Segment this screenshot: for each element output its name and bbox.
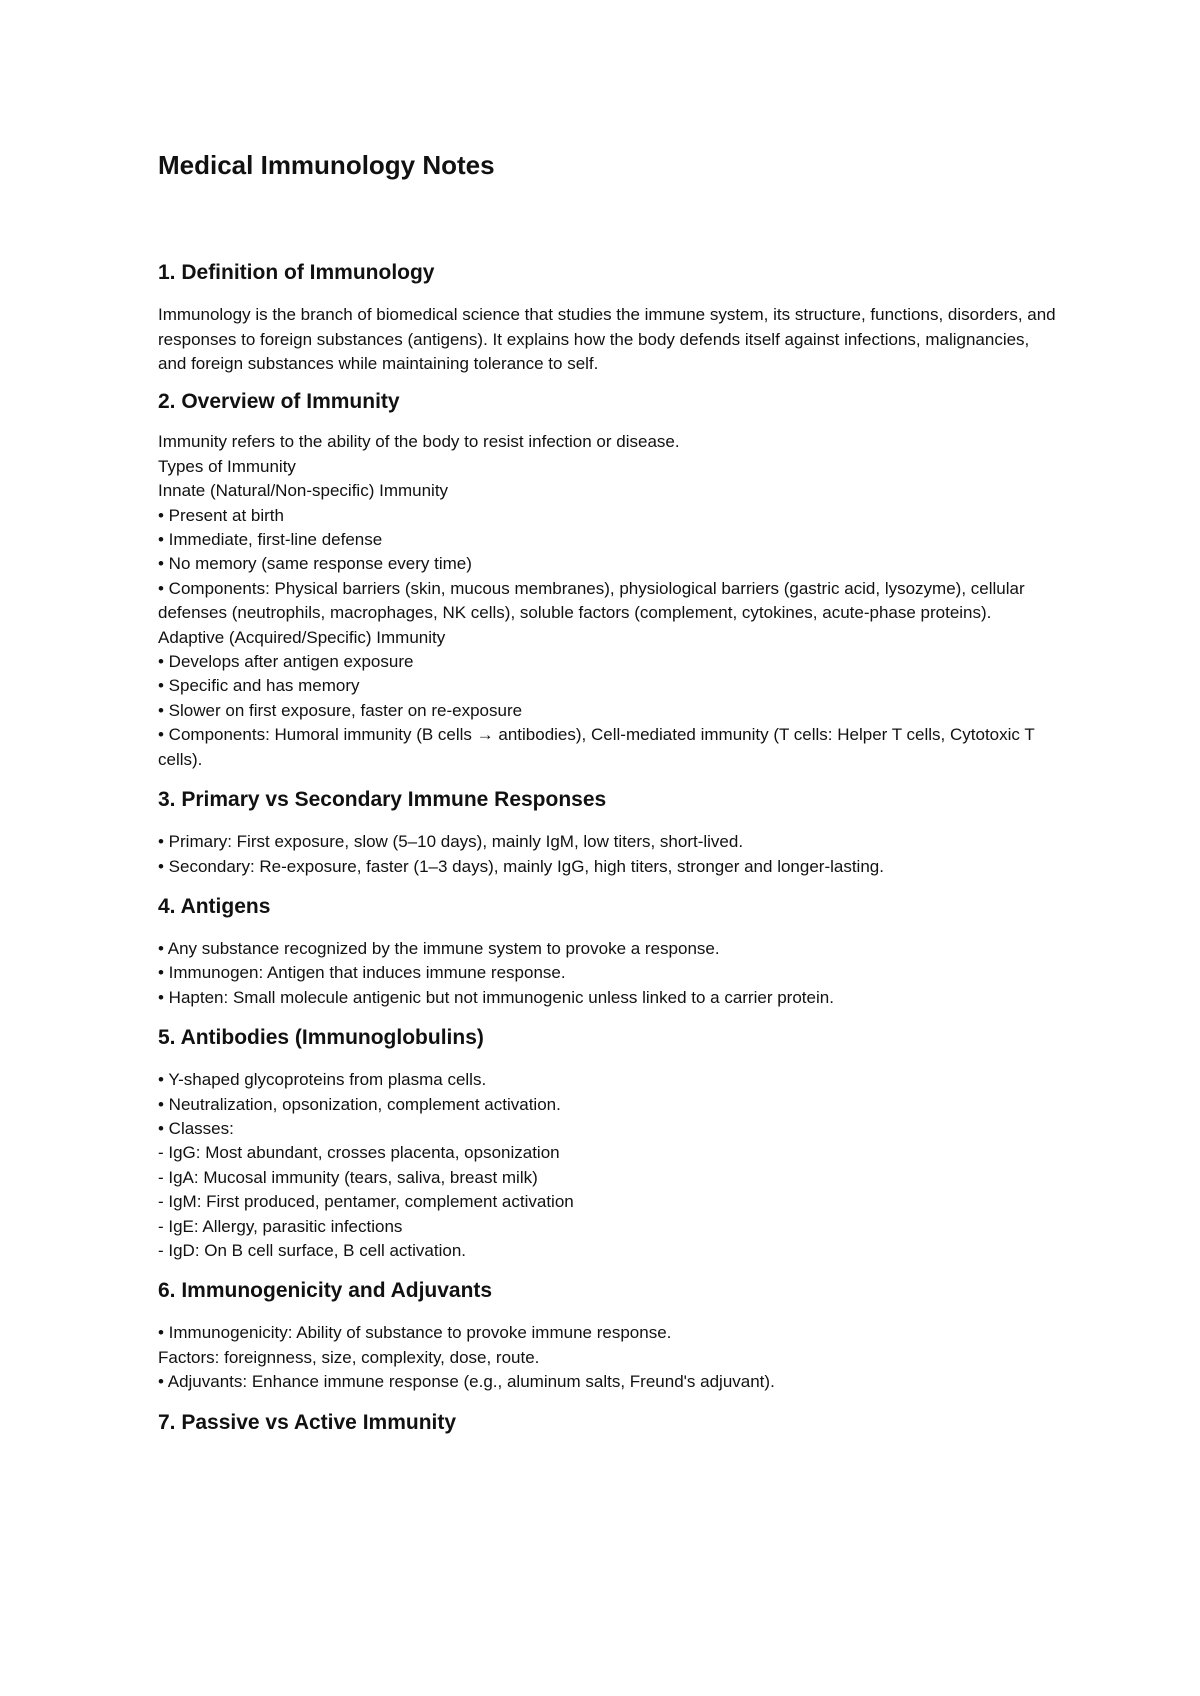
text-line: Factors: foreignness, size, complexity, dose, route. xyxy=(158,1347,540,1367)
section-body xyxy=(158,303,1058,376)
section-immunogenicity-adjuvants xyxy=(158,1277,1058,1394)
section-heading: 4. Antigens xyxy=(158,894,271,918)
section-antibodies xyxy=(158,1024,1058,1263)
section-body xyxy=(158,1068,1058,1263)
bullet-item: • Immunogen: Antigen that induces immune response. xyxy=(158,963,566,983)
bullet-item: • Develops after antigen exposure xyxy=(158,652,414,672)
section-overview-of-immunity xyxy=(158,388,1058,772)
subheading-line: Types of Immunity xyxy=(158,456,296,476)
document-page xyxy=(158,150,1058,1437)
document-title: Medical Immunology Notes xyxy=(158,150,495,180)
section-heading: 5. Antibodies (Immunoglobulins) xyxy=(158,1026,484,1050)
dash-item: - IgM: First produced, pentamer, complement activation xyxy=(158,1192,574,1212)
section-body xyxy=(158,1321,1058,1394)
dash-item: - IgA: Mucosal immunity (tears, saliva, breast milk) xyxy=(158,1167,538,1187)
dash-item: - IgD: On B cell surface, B cell activation. xyxy=(158,1240,467,1260)
bullet-item: • Immediate, first-line defense xyxy=(158,530,383,550)
bullet-item: • No memory (same response every time) xyxy=(158,554,472,574)
section-primary-vs-secondary xyxy=(158,786,1058,879)
section-definition-of-immunology xyxy=(158,259,1058,376)
bullet-item: • Neutralization, opsonization, complement activation. xyxy=(158,1094,561,1114)
section-heading: 1. Definition of Immunology xyxy=(158,261,435,285)
bullet-item: • Y-shaped glycoproteins from plasma cells. xyxy=(158,1070,487,1090)
section-passive-vs-active xyxy=(158,1409,1058,1437)
bullet-item: • Adjuvants: Enhance immune response (e.g., aluminum salts, Freund's adjuvant). xyxy=(158,1372,775,1392)
bullet-item: • Present at birth xyxy=(158,505,284,525)
bullet-item: • Any substance recognized by the immune system to provoke a response. xyxy=(158,938,720,958)
dash-item: - IgG: Most abundant, crosses placenta, opsonization xyxy=(158,1143,560,1163)
bullet-item: • Specific and has memory xyxy=(158,676,360,696)
section-heading: 3. Primary vs Secondary Immune Responses xyxy=(158,788,607,812)
section-antigens xyxy=(158,893,1058,1010)
bullet-item: • Classes: xyxy=(158,1118,234,1138)
bullet-item: • Components: Physical barriers (skin, mucous membranes), physiological barriers (gastric acid, lysozyme), cellular defenses (neutrophils, macrophages, NK cells), soluble factors (complement, cytokines, acute-phase proteins). xyxy=(158,578,1030,623)
dash-item: - IgE: Allergy, parasitic infections xyxy=(158,1216,403,1236)
section-heading: 7. Passive vs Active Immunity xyxy=(158,1410,457,1434)
bullet-item: • Slower on first exposure, faster on re-exposure xyxy=(158,700,523,720)
section-body xyxy=(158,937,1058,1010)
section-heading: 2. Overview of Immunity xyxy=(158,390,400,414)
text-line: Immunity refers to the ability of the body to resist infection or disease. xyxy=(158,432,680,452)
section-body xyxy=(158,430,1058,772)
bullet-item: • Immunogenicity: Ability of substance to provoke immune response. xyxy=(158,1323,672,1343)
bullet-item: • Secondary: Re-exposure, faster (1–3 days), mainly IgG, high titers, stronger and longer-lasting. xyxy=(158,856,884,876)
bullet-item: • Primary: First exposure, slow (5–10 days), mainly IgM, low titers, short-lived. xyxy=(158,832,744,852)
section-heading: 6. Immunogenicity and Adjuvants xyxy=(158,1279,493,1303)
subheading-line: Innate (Natural/Non-specific) Immunity xyxy=(158,481,449,501)
subheading-line: Adaptive (Acquired/Specific) Immunity xyxy=(158,627,446,647)
bullet-item: • Hapten: Small molecule antigenic but not immunogenic unless linked to a carrier protein. xyxy=(158,987,834,1007)
paragraph: Immunology is the branch of biomedical science that studies the immune system, its structure, functions, disorders, and responses to foreign substances (antigens). It explains how the body defends itself against infections, malignancies, and foreign substances while maintaining tolerance to self. xyxy=(158,305,1056,373)
bullet-item: • Components: Humoral immunity (B cells → antibodies), Cell-mediated immunity (T cells: Helper T cells, Cytotoxic T cells). xyxy=(158,725,1040,769)
section-body xyxy=(158,830,1058,879)
